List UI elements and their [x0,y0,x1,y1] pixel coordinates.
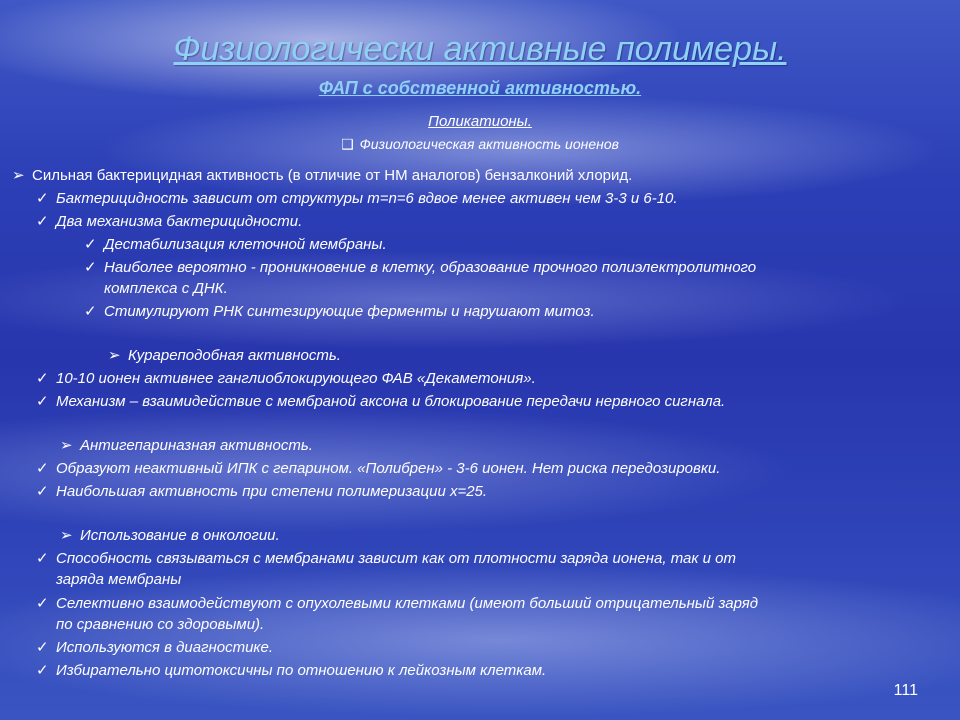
arrow-bullet-icon: ➢ [60,527,73,544]
slide-subtitle: ФАП с собственной активностью. [318,78,642,98]
list-item: заряда мембраны [56,571,182,588]
list-item: ✓ Бактерицидность зависит от структуры m=n=6 вдвое менее активен чем 3-3 и 6-10. [36,190,678,207]
check-icon: ✓ [36,370,49,387]
check-icon: ✓ [36,662,49,679]
check-icon: ✓ [84,259,97,276]
section-bullet-text: Физиологическая активность ионенов [359,136,619,152]
list-item: ✓ Наиболее вероятно - проникновение в клетку, образование прочного полиэлектролитного [84,259,757,276]
checkbox-bullet-icon: ❑ [341,136,354,152]
list-item: ➢ Сильная бактерицидная активность (в отличие от НМ аналогов) бензалконий хлорид. [12,167,633,184]
list-item: ✓ Используются в диагностике. [36,639,274,656]
list-item: ✓ Образуют неактивный ИПК с гепарином. «Полибрен» - 3-6 ионен. Нет риска передозировки. [36,460,721,477]
check-icon: ✓ [36,639,49,656]
page-number: 111 [893,682,918,699]
check-icon: ✓ [36,483,49,500]
check-icon: ✓ [36,393,49,410]
check-icon: ✓ [36,213,49,230]
list-item: ✓ Наибольшая активность при степени полимеризации x=25. [36,483,488,500]
arrow-bullet-icon: ➢ [12,167,25,184]
list-item: комплекса с ДНК. [104,280,228,297]
check-icon: ✓ [36,460,49,477]
list-item: ✓ Стимулируют РНК синтезирующие ферменты и нарушают митоз. [84,303,595,320]
list-item: ➢ Антигепариназная активность. [60,437,313,454]
section-heading: Поликатионы. [428,113,532,130]
list-item: ✓ Дестабилизация клеточной мембраны. [84,236,387,253]
list-item: ✓ Селективно взаимодействуют с опухолевыми клетками (имеют больший отрицательный заряд [36,595,759,612]
list-item: ✓ Избирательно цитотоксичны по отношению к лейкозным клеткам. [36,662,547,679]
slide-title: Физиологически активные полимеры. [173,30,787,68]
check-icon: ✓ [84,303,97,320]
check-icon: ✓ [36,190,49,207]
section-bullet [0,136,960,153]
list-item: ✓ Способность связываться с мембранами зависит как от плотности заряда ионена, так и от [36,550,736,567]
list-item: ➢ Курареподобная активность. [108,347,341,364]
arrow-bullet-icon: ➢ [60,437,73,454]
arrow-bullet-icon: ➢ [108,347,121,364]
list-item: по сравнению со здоровыми). [56,616,265,633]
list-item: ✓ 10-10 ионен активнее ганглиоблокирующего ФАВ «Декаметония». [36,370,536,387]
list-item: ➢ Использование в онкологии. [60,527,280,544]
check-icon: ✓ [36,595,49,612]
list-item: ✓ Механизм – взаимидействие с мембраной аксона и блокирование передачи нервного сигнала. [36,393,726,410]
list-item: ✓ Два механизма бактерицидности. [36,213,303,230]
check-icon: ✓ [84,236,97,253]
check-icon: ✓ [36,550,49,567]
